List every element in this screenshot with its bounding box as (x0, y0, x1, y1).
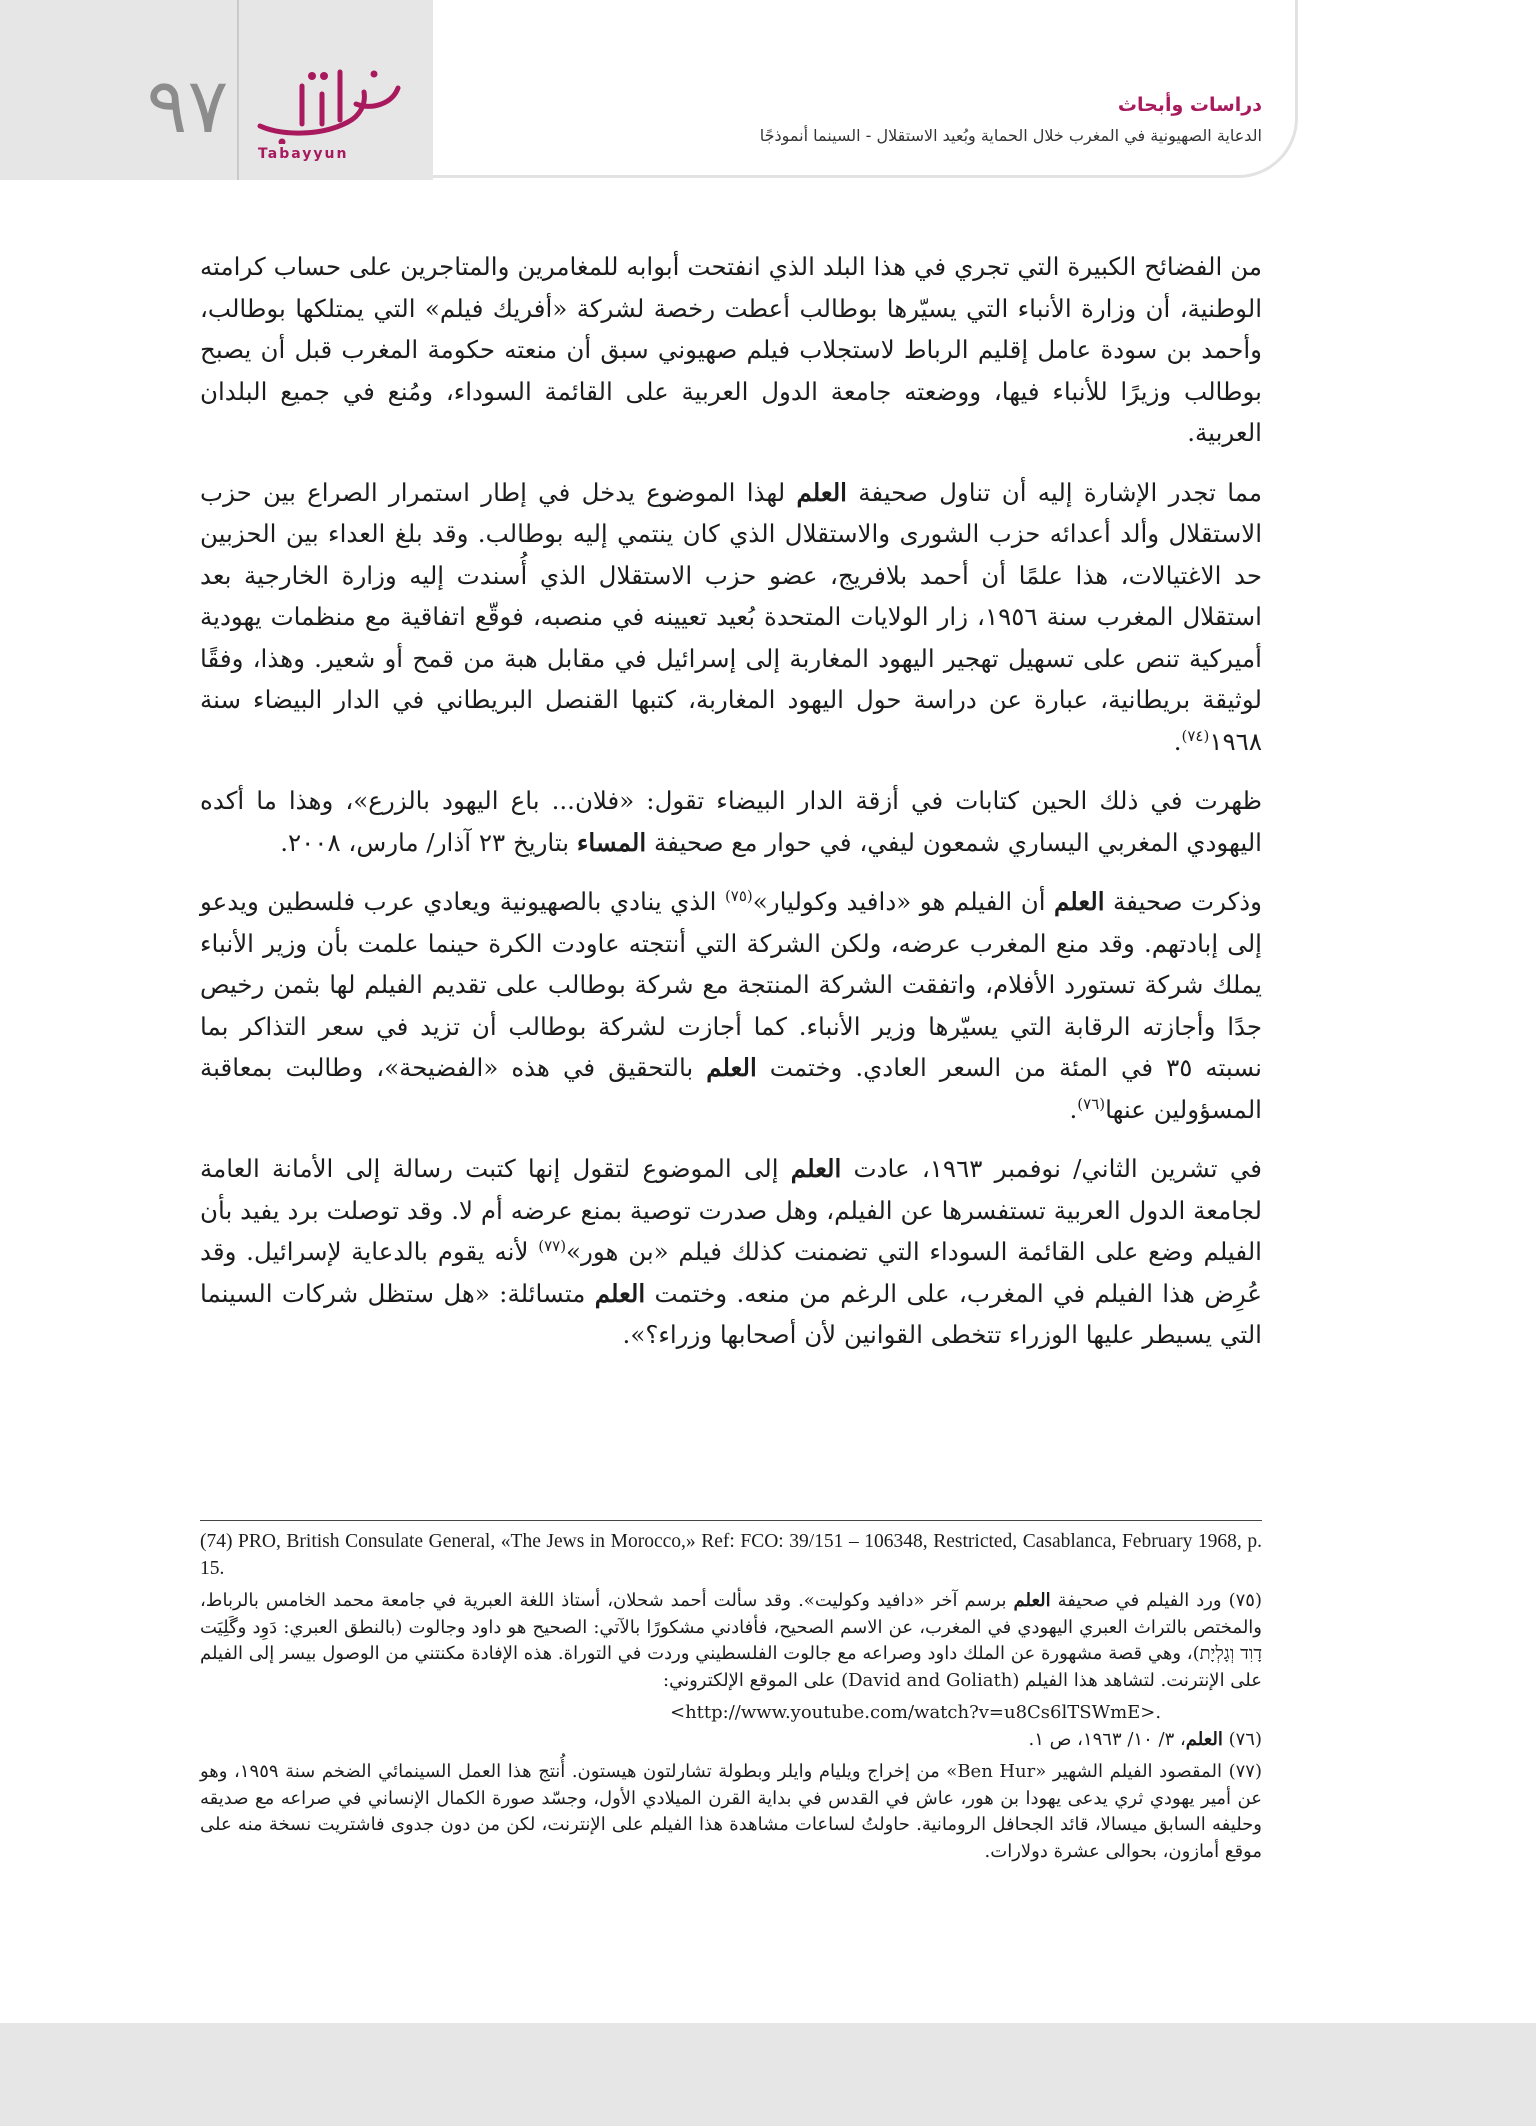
footnote-ref-75[interactable]: (٧٥) (724, 886, 753, 905)
header-divider (237, 0, 239, 180)
footnote-74: (74) PRO, British Consulate General, «The Jews in Morocco,» Ref: FCO: 39/151 – 106348, Restricted, Casablanca, February 1968, p. 15. (200, 1531, 1262, 1579)
footnote-76: (٧٦) العلم، ٣/ ١٠/ ١٩٦٣، ص ١. (1028, 1728, 1262, 1750)
footnote-separator (200, 1520, 1262, 1521)
paragraph-2: مما تجدر الإشارة إليه أن تناول صحيفة العلم لهذا الموضوع يدخل في إطار استمرار الصراع بين حزب الاستقلال وألد أعدائه حزب الشورى والاستقلال الذي كان ينتمي إليه بوطالب. وقد بلغ العداء بين الحزبين حد الاغتيالات، هذا علمًا أن أحمد بلافريج، عضو حزب الاستقلال الذي أُسندت إليه وزارة الخارجية بعد استقلال المغرب سنة ١٩٥٦، زار الولايات المتحدة بُعيد تعيينه في منصبه، فوقّع اتفاقية مع منظمات يهودية أميركية تنص على تسهيل تهجير اليهود المغاربة إلى إسرائيل في مقابل هبة من قمح أو شعير. وهذا، وفقًا لوثيقة بريطانية، عبارة عن دراسة حول اليهود المغاربة، كتبها القنصل البريطاني في الدار البيضاء سنة ١٩٦٨$^{(٧٤)}$. (200, 477, 1262, 756)
paragraph-3: ظهرت في ذلك الحين كتابات في أزقة الدار البيضاء تقول: «فلان... باع اليهود بالزرع»، وهذا ما أكده اليهودي المغربي اليساري شمعون ليفي، في حوار مع صحيفة المساء بتاريخ ٢٣ آذار/ مارس، ٢٠٠٨. (200, 786, 1262, 857)
footnote-75-link[interactable]: <http://www.youtube.com/watch?v=u8Cs6lTSWmE>. (670, 1702, 1162, 1723)
page-number: ٩٧ (146, 61, 229, 150)
footnote-ref-74[interactable]: (٧٤) (1181, 726, 1210, 745)
journal-logo (252, 64, 412, 164)
article-running-title: الدعاية الصهيونية في المغرب خلال الحماية وبُعيد الاستقلال - السينما أنموذجًا (759, 126, 1262, 145)
footer-band (0, 2023, 1536, 2126)
paragraph-5: في تشرين الثاني/ نوفمبر ١٩٦٣، عادت العلم إلى الموضوع لتقول إنها كتبت رسالة إلى الأمانة العامة لجامعة الدول العربية تستفسرها عن الفيلم، وهل صدرت توصية بمنع عرضه أم لا. وقد توصلت برد يفيد بأن الفيلم وضع على القائمة السوداء التي تضمنت كذلك فيلم «بن هور»$^{(٧٧)}$ لأنه يقوم بالدعاية لإسرائيل. وقد عُرِض هذا الفيلم في المغرب، على الرغم من منعه. وختمت العلم متسائلة: «هل ستظل شركات السينما التي يسيطر عليها الوزراء تتخطى القوانين لأن أصحابها وزراء؟». (200, 1154, 1262, 1349)
footnote-77: (٧٧) المقصود الفيلم الشهير «Ben Hur» من إخراج ويليام وايلر وبطولة تشارلتون هيستون. أُنتج هذا العمل السينمائي الضخم سنة ١٩٥٩، وهو عن أمير يهودي ثري يدعى يهودا بن هور، عاش في القدس في بداية القرن الميلادي الأول، وجسّد صورة الكمال الإنساني في صراعه مع صديقه وحليفه السابق ميسالا، قائد الجحافل الرومانية. حاولتُ لساعات مشاهدة هذا الفيلم على الإنترنت، لكن من دون جدوى فاشتريت نسخة منه على موقع أمازون، بحوالى عشرة دولارات. (200, 1761, 1262, 1862)
footnotes (200, 1528, 1262, 1871)
article-body (200, 246, 1262, 1374)
logo-latin-text: Tabayyun (258, 146, 349, 162)
footnote-ref-76[interactable]: (٧٦) (1077, 1094, 1106, 1113)
paragraph-4: وذكرت صحيفة العلم أن الفيلم هو «دافيد وكوليار»$^{(٧٥)}$ الذي ينادي بالصهيونية ويعادي عرب فلسطين ويدعو إلى إبادتهم. وقد منع المغرب عرضه، ولكن الشركة التي أنتجته عاودت الكرة حينما علمت بأن وزير الأنباء يملك شركة تستورد الأفلام، واتفقت الشركة المنتجة مع شركة بوطالب على تقديم الفيلم لها بثمن رخيص جدًا وأجازته الرقابة التي يسيّرها وزير الأنباء. كما أجازت لشركة بوطالب أن تزيد في سعر التذاكر بما نسبته ٣٥ في المئة من السعر العادي. وختمت العلم بالتحقيق في هذه «الفضيحة»، وطالبت بمعاقبة المسؤولين عنها$^{(٧٦)}$. (200, 886, 1262, 1124)
header-frame (433, 0, 1298, 178)
footnote-ref-77[interactable]: (٧٧) (538, 1236, 567, 1255)
section-label: دراسات وأبحاث (1117, 94, 1262, 116)
footnote-75: (٧٥) ورد الفيلم في صحيفة العلم برسم آخر «دافيد وكوليت». وقد سألت أحمد شحلان، أستاذ اللغة العبرية في جامعة محمد الخامس بالرباط، والمختص بالتراث العبري اليهودي في المغرب، عن الاسم الصحيح، فأفادني مشكورًا بالآتي: الصحيح هو داود وجالوت (بالنطق العبري: دَوِد وگَلِيَت דָוִד וְגָלְיָת)، وهي قصة مشهورة عن الملك داود وصراعه مع جالوت الفلسطيني وردت في التوراة. هذه الإفادة مكنتني من الوصول بيسر إلى الفيلم على الإنترنت. لتشاهد هذا الفيلم (David and Goliath) على الموقع الإلكتروني: (200, 1590, 1262, 1691)
logo-script-mark (252, 64, 402, 144)
paragraph-1: من الفضائح الكبيرة التي تجري في هذا البلد الذي انفتحت أبوابه للمغامرين والمتاجرين على حساب كرامته الوطنية، أن وزارة الأنباء التي يسيّرها بوطالب أعطت رخصة لشركة «أفريك فيلم» التي يمتلكها بوطالب، وأحمد بن سودة عامل إقليم الرباط لاستجلاب فيلم صهيوني سبق أن منعته حكومة المغرب قبل أن يصبح بوطالب وزيرًا للأنباء فيها، ووضعته جامعة الدول العربية على القائمة السوداء، ومُنع في جميع البلدان العربية. (200, 252, 1262, 447)
